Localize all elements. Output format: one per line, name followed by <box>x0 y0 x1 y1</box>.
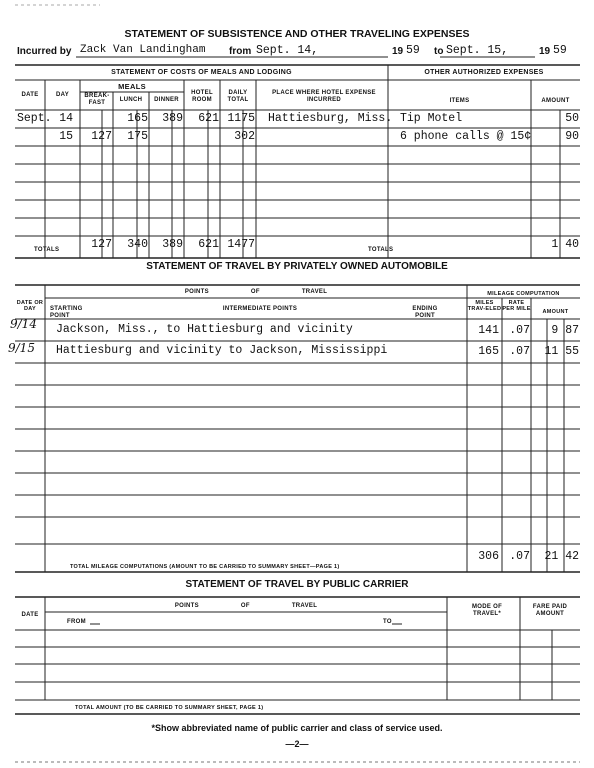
from-value: Sept. 14, <box>256 44 319 57</box>
to-label: to <box>434 46 444 57</box>
other-totals-label: TOTALS <box>368 247 394 253</box>
auto-row-1-date: 9/14 <box>10 317 37 331</box>
year-prefix-2: 19 <box>539 46 551 57</box>
carrier-col-mode: MODE OF TRAVEL* <box>471 604 503 617</box>
col-daily-total: DAILY TOTAL <box>227 90 249 103</box>
year-prefix-1: 19 <box>392 46 404 57</box>
meal-row-2-day: 15 <box>59 130 73 143</box>
col-breakfast: BREAK-FAST <box>84 93 110 106</box>
auto-total-amount: 21 42 <box>544 550 579 563</box>
auto-row-2-miles: 165 <box>478 345 499 358</box>
auto-section-title: STATEMENT OF TRAVEL BY PRIVATELY OWNED AUTOMOBILE <box>146 261 448 272</box>
total-lunch: 340 <box>127 238 148 251</box>
auto-col-ending: ENDING POINT <box>412 306 438 319</box>
meals-totals-label: TOTALS <box>34 247 60 253</box>
auto-col-miles: MILES TRAV-ELED <box>467 300 502 312</box>
col-date: DATE <box>21 92 39 98</box>
auto-total-miles: 306 <box>478 550 499 563</box>
carrier-to-label: TO <box>383 619 392 625</box>
meals-group-label: MEALS <box>118 82 146 91</box>
carrier-col-fare: FARE PAID AMOUNT <box>532 604 568 617</box>
meal-row-1-hotel: 621 <box>198 112 219 125</box>
auto-col-date: DATE OR DAY <box>16 300 44 312</box>
meal-row-1-date: Sept. <box>17 112 52 125</box>
meal-row-1-total: 1175 <box>227 112 255 125</box>
auto-col-amount: AMOUNT <box>542 309 569 315</box>
year-2: 59 <box>553 44 567 57</box>
col-amount: AMOUNT <box>541 98 570 104</box>
other-section-title: OTHER AUTHORIZED EXPENSES <box>424 69 544 76</box>
meal-row-1-lunch: 165 <box>127 112 148 125</box>
meals-section-title: STATEMENT OF COSTS OF MEALS AND LODGING <box>111 69 292 76</box>
auto-total-label: TOTAL MILEAGE COMPUTATIONS (AMOUNT TO BE CARRIED TO SUMMARY SHEET—PAGE 1) <box>70 564 340 570</box>
meal-row-1-dinner: 389 <box>162 112 183 125</box>
year-1: 59 <box>406 44 420 57</box>
other-row-1-item: Tip Motel <box>400 112 463 125</box>
auto-row-2-rate: .07 <box>509 345 530 358</box>
col-day: DAY <box>55 92 70 98</box>
carrier-section-title: STATEMENT OF TRAVEL BY PUBLIC CARRIER <box>185 579 409 590</box>
from-label: from <box>229 46 252 57</box>
auto-col-intermediate: INTERMEDIATE POINTS <box>222 306 298 312</box>
other-row-2-item: 6 phone calls @ 15¢ <box>400 130 532 143</box>
to-value: Sept. 15, <box>446 44 509 57</box>
meal-row-1-place: Hattiesburg, Miss. <box>268 112 393 125</box>
col-hotel-room: HOTEL ROOM <box>191 90 213 103</box>
auto-row-2-date: 9/15 <box>8 341 35 355</box>
incurred-value: Zack Van Landingham <box>80 44 206 56</box>
auto-row-2-amount: 11 55 <box>544 345 579 358</box>
mileage-title: MILEAGE COMPUTATION <box>487 291 560 297</box>
page-number: —2— <box>285 739 309 749</box>
col-place: PLACE WHERE HOTEL EXPENSE INCURRED <box>272 90 376 103</box>
auto-col-start: STARTING POINT <box>50 306 83 319</box>
meal-row-1-day: 14 <box>59 112 73 125</box>
auto-col-rate: RATE PER MILE <box>502 300 531 312</box>
auto-total-rate: .07 <box>509 550 530 563</box>
auto-row-1-route: Jackson, Miss., to Hattiesburg and vicinity <box>56 323 353 336</box>
carrier-col-date: DATE <box>21 612 39 618</box>
col-dinner: DINNER <box>154 97 179 103</box>
total-breakfast: 127 <box>91 238 112 251</box>
auto-points-label: POINTS OF TRAVEL <box>184 289 328 295</box>
auto-row-2-route: Hattiesburg and vicinity to Jackson, Mississippi <box>56 344 388 357</box>
total-daily: 1477 <box>227 238 255 251</box>
footnote: *Show abbreviated name of public carrier and class of service used. <box>151 723 443 733</box>
auto-row-1-rate: .07 <box>509 324 530 337</box>
auto-row-1-miles: 141 <box>478 324 499 337</box>
meal-row-2-lunch: 175 <box>127 130 148 143</box>
meal-row-2-breakfast: 127 <box>91 130 112 143</box>
auto-row-1-amount: 9 87 <box>551 324 579 337</box>
total-hotel: 621 <box>198 238 219 251</box>
total-dinner: 389 <box>162 238 183 251</box>
col-lunch: LUNCH <box>119 97 143 103</box>
meal-row-2-total: 302 <box>234 130 255 143</box>
other-row-1-amount: 50 <box>565 112 579 125</box>
col-items: ITEMS <box>449 98 470 104</box>
other-total: 1 40 <box>551 238 579 251</box>
carrier-from-label: FROM <box>67 619 86 625</box>
other-row-2-amount: 90 <box>565 130 579 143</box>
page-title: STATEMENT OF SUBSISTENCE AND OTHER TRAVELING EXPENSES <box>124 28 470 40</box>
carrier-total-label: TOTAL AMOUNT (TO BE CARRIED TO SUMMARY SHEET, PAGE 1) <box>75 705 264 711</box>
incurred-label: Incurred by <box>17 46 72 57</box>
carrier-points-label: POINTS OF TRAVEL <box>174 603 318 609</box>
